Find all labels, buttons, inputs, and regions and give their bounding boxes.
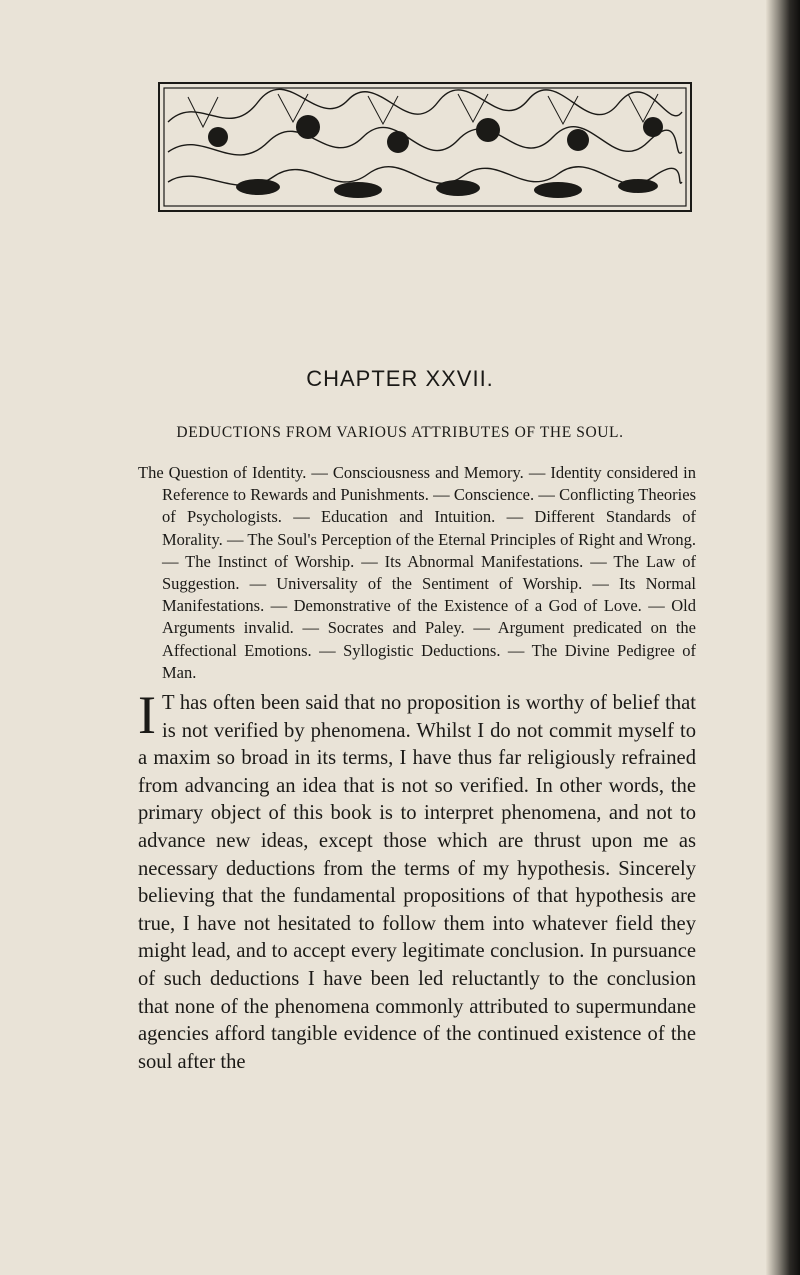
body-text xyxy=(138,685,696,1076)
chapter-synopsis xyxy=(138,462,696,684)
body-paragraph xyxy=(138,685,696,1076)
body-paragraph-text: T has often been said that no proposition is worthy of belief that is not verified by phenomena. Whilst I do not commit myself to a maxim so broad in its terms, I have thus far religiously refrained from advancing an idea that is not so verified. In other words, the primary object of this book is to interpret phenomena, and not to advance new ideas, except those which are thrust upon me as necessary deductions from the terms of my hypothesis. Sincerely believing that the fundamental propositions of that hypothesis are true, I have not hesitated to follow them into whatever field they might lead, and to accept every legitimate conclusion. In pursuance of such deductions I have been led reluctantly to the conclusion that none of the phenomena commonly attributed to supermundane agencies afford tangible evidence of the continued existence of the soul after the xyxy=(138,692,696,1073)
chapter-subtitle: DEDUCTIONS FROM VARIOUS ATTRIBUTES OF THE SOUL. xyxy=(176,424,624,441)
synopsis-text: The Question of Identity. — Consciousness and Memory. — Identity considered in Reference to Rewards and Punishments. — Conscience. — Conflicting Theories of Psychologists. — Education and Intuition. — Different Standards of Morality. — The Soul's Perception of the Eternal Principles of Right and Wrong. — The Instinct of Worship. — Its Abnormal Manifestations. — The Law of Suggestion. — Universality of the Sentiment of Worship. — Its Normal Manifestations. — Demonstrative of the Existence of a God of Love. — Old Arguments invalid. — Socrates and Paley. — Argument predicated on the Affectional Emotions. — Syllogistic Deductions. — The Divine Pedigree of Man. xyxy=(138,463,696,682)
chapter-heading: CHAPTER XXVII. xyxy=(306,366,494,391)
page-edge-shadow xyxy=(766,0,800,1275)
drop-cap: I xyxy=(138,685,156,745)
decorative-headpiece xyxy=(158,82,692,212)
